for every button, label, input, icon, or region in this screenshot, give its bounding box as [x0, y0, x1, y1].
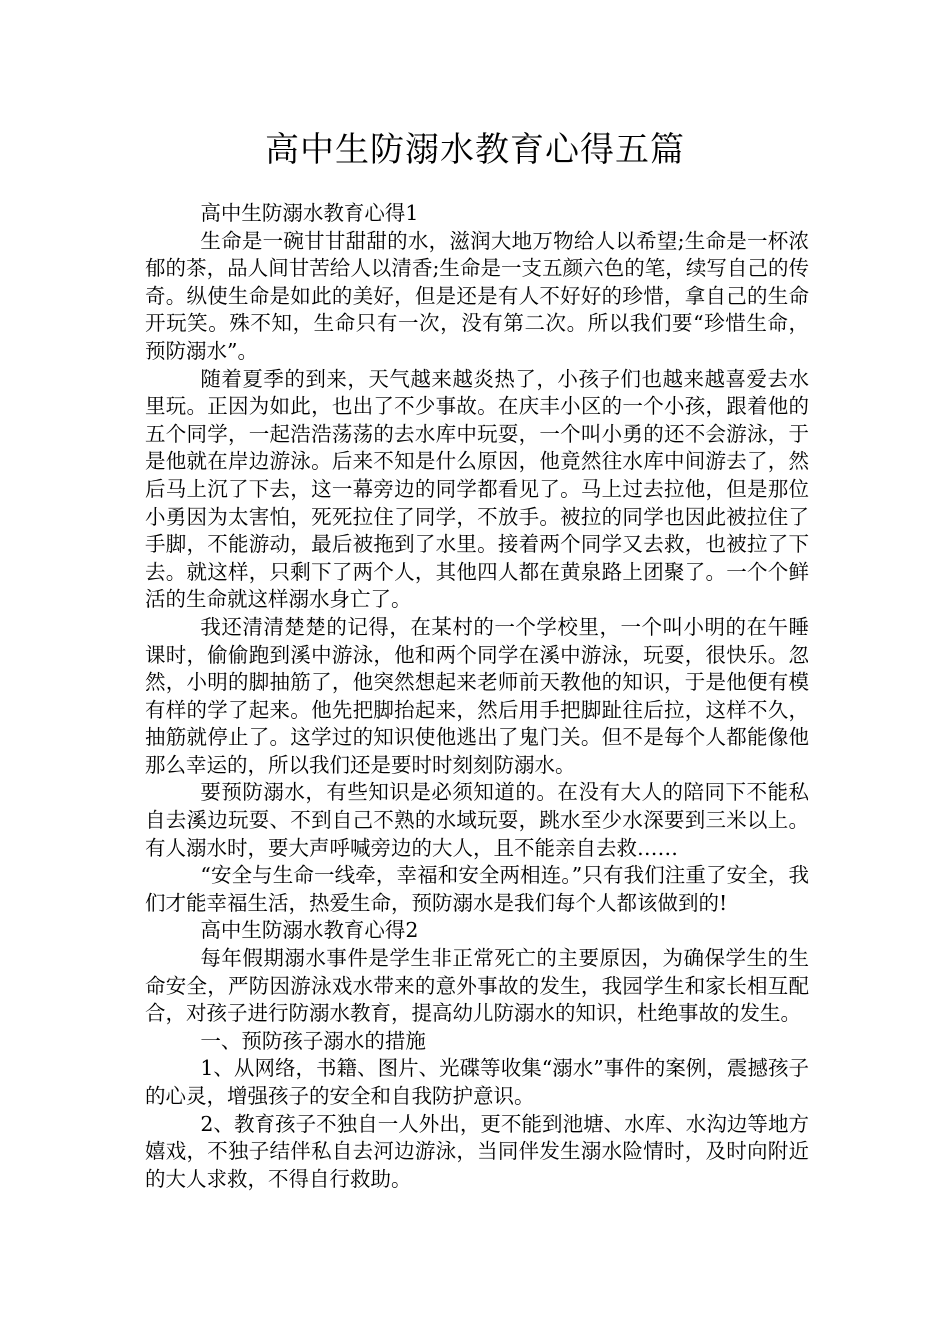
paragraph: 1、从网络，书籍、图片、光碟等收集“溺水”事件的案例，震撼孩子的心灵，增强孩子的安全和自我防护意识。: [145, 1056, 809, 1108]
document-title: 高中生防溺水教育心得五篇: [265, 130, 685, 170]
paragraph: 每年假期溺水事件是学生非正常死亡的主要原因，为确保学生的生命安全，严防因游泳戏水带来的意外事故的发生，我园学生和家长相互配合，对孩子进行防溺水教育，提高幼儿防溺水的知识，杜绝事故的发生。: [145, 946, 809, 1026]
subsection-heading: 一、预防孩子溺水的措施: [200, 1028, 426, 1053]
paragraph: 要预防溺水，有些知识是必须知道的。在没有大人的陪同下不能私自去溪边玩耍、不到自己不熟的水域玩耍，跳水至少水深要到三米以上。有人溺水时，要大声呼喊旁边的大人，且不能亲自去救……: [145, 780, 809, 860]
paragraph: 我还清清楚楚的记得，在某村的一个学校里，一个叫小明的在午睡课时，偷偷跑到溪中游泳，他和两个同学在溪中游泳，玩耍，很快乐。忽然，小明的脚抽筋了，他突然想起来老师前天教他的知识，于是他便有模有样的学了起来。他先把脚抬起来，然后用手把脚趾往后拉，这样不久，抽筋就停止了。这学过的知识使他逃出了鬼门关。但不是每个人都能像他那么幸运的，所以我们还是要时时刻刻防溺水。: [145, 614, 809, 777]
document-body: [145, 200, 809, 1193]
paragraph: 随着夏季的到来，天气越来越炎热了，小孩子们也越来越喜爱去水里玩。正因为如此，也出了不少事故。在庆丰小区的一个小孩，跟着他的五个同学，一起浩浩荡荡的去水库中玩耍，一个叫小勇的还不会游泳，于是他就在岸边游泳。后来不知是什么原因，他竟然往水库中间游去了，然后马上沉了下去，这一幕旁边的同学都看见了。马上过去拉他，但是那位小勇因为太害怕，死死拉住了同学，不放手。被拉的同学也因此被拉住了手脚，不能游动，最后被拖到了水里。接着两个同学又去救，也被拉了下去。就这样，只剩下了两个人，其他四人都在黄泉路上团聚了。一个个鲜活的生命就这样溺水身亡了。: [145, 366, 809, 612]
paragraph: 2、教育孩子不独自一人外出，更不能到池塘、水库、水沟边等地方嬉戏，不独子结伴私自去河边游泳，当同伴发生溺水险情时，及时向附近的大人求救，不得自行救助。: [145, 1111, 809, 1191]
section-heading: 高中生防溺水教育心得1: [200, 201, 419, 225]
paragraph: “安全与生命一线牵，幸福和安全两相连。”只有我们注重了安全，我们才能幸福生活，热爱生命，预防溺水是我们每个人都该做到的!: [145, 863, 809, 915]
section-heading: 高中生防溺水教育心得2: [200, 918, 419, 943]
paragraph: 生命是一碗甘甘甜甜的水，滋润大地万物给人以希望;生命是一杯浓郁的茶，品人间甘苦给人以清香;生命是一支五颜六色的笔，续写自己的传奇。纵使生命是如此的美好，但是还是有人不好好的珍惜，拿自己的生命开玩笑。殊不知，生命只有一次，没有第二次。所以我们要“珍惜生命，预防溺水”。: [145, 228, 809, 363]
